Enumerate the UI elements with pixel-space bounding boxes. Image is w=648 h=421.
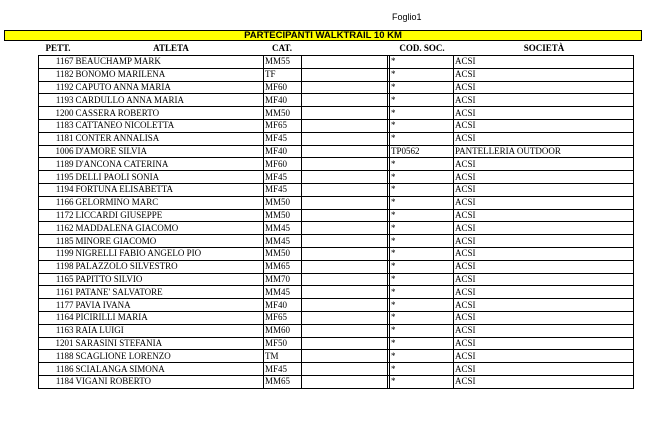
cell-societa: ACSI	[454, 299, 634, 312]
cell-atleta: PAVIA IVANA	[75, 299, 264, 312]
table-row	[39, 247, 634, 260]
cell-blank	[302, 209, 388, 222]
cell-blank	[302, 247, 388, 260]
table-row	[39, 183, 634, 196]
header-cat: CAT.	[272, 43, 292, 53]
cell-cat: TM	[264, 350, 302, 363]
table-row	[39, 196, 634, 209]
cell-cod-soc: *	[390, 107, 454, 120]
cell-cat: MF60	[264, 81, 302, 94]
cell-blank	[302, 337, 388, 350]
cell-cat: MF65	[264, 119, 302, 132]
cell-cat: TF	[264, 68, 302, 81]
table-row	[39, 132, 634, 145]
cell-cat: MF65	[264, 311, 302, 324]
cell-pett: 1195	[39, 171, 75, 184]
cell-societa: ACSI	[454, 183, 634, 196]
header-cod-soc: COD. SOC.	[399, 43, 445, 53]
cell-cat: MM55	[264, 56, 302, 69]
cell-pett: 1200	[39, 107, 75, 120]
cell-blank	[302, 56, 388, 69]
cell-cat: MM50	[264, 196, 302, 209]
cell-societa: ACSI	[454, 350, 634, 363]
table-row	[39, 145, 634, 158]
table-row	[39, 171, 634, 184]
cell-pett: 1162	[39, 222, 75, 235]
cell-cod-soc: *	[390, 222, 454, 235]
cell-societa: ACSI	[454, 375, 634, 388]
cell-pett: 1006	[39, 145, 75, 158]
cell-cod-soc: *	[390, 260, 454, 273]
cell-cat: MM45	[264, 286, 302, 299]
cell-societa: ACSI	[454, 81, 634, 94]
table-row	[39, 107, 634, 120]
cell-atleta: PICIRILLI MARIA	[75, 311, 264, 324]
cell-cod-soc: *	[390, 94, 454, 107]
cell-pett: 1186	[39, 363, 75, 376]
header-atleta: ATLETA	[153, 43, 189, 53]
cell-pett: 1199	[39, 247, 75, 260]
cell-pett: 1167	[39, 56, 75, 69]
cell-pett: 1165	[39, 273, 75, 286]
table-row	[39, 363, 634, 376]
cell-cod-soc: *	[390, 68, 454, 81]
cell-atleta: CAPUTO ANNA MARIA	[75, 81, 264, 94]
cell-cod-soc: *	[390, 299, 454, 312]
header-pett: PETT.	[45, 43, 71, 53]
cell-cat: MF40	[264, 145, 302, 158]
cell-atleta: D'ANCONA CATERINA	[75, 158, 264, 171]
cell-cod-soc: *	[390, 324, 454, 337]
cell-pett: 1184	[39, 375, 75, 388]
cell-blank	[302, 68, 388, 81]
cell-cod-soc: *	[390, 119, 454, 132]
cell-cod-soc: *	[390, 286, 454, 299]
participants-table	[38, 55, 634, 389]
cell-cod-soc: *	[390, 171, 454, 184]
page-title: PARTECIPANTI WALKTRAIL 10 KM	[4, 30, 642, 41]
cell-atleta: RAIA LUIGI	[75, 324, 264, 337]
cell-cod-soc: *	[390, 273, 454, 286]
cell-cat: MF60	[264, 158, 302, 171]
cell-cat: MM50	[264, 247, 302, 260]
cell-atleta: SARASINI STEFANIA	[75, 337, 264, 350]
cell-societa: ACSI	[454, 337, 634, 350]
cell-cod-soc: *	[390, 337, 454, 350]
cell-blank	[302, 260, 388, 273]
table-row	[39, 56, 634, 69]
cell-societa: ACSI	[454, 56, 634, 69]
cell-cod-soc: *	[390, 209, 454, 222]
cell-atleta: LICCARDI GIUSEPPE	[75, 209, 264, 222]
cell-societa: ACSI	[454, 196, 634, 209]
cell-blank	[302, 158, 388, 171]
table-row	[39, 209, 634, 222]
cell-atleta: GELORMINO MARC	[75, 196, 264, 209]
cell-societa: ACSI	[454, 324, 634, 337]
cell-cod-soc: *	[390, 132, 454, 145]
cell-atleta: VIGANI ROBERTO	[75, 375, 264, 388]
cell-blank	[302, 235, 388, 248]
cell-cod-soc: *	[390, 247, 454, 260]
cell-pett: 1198	[39, 260, 75, 273]
cell-cod-soc: TP0562	[390, 145, 454, 158]
cell-atleta: SCAGLIONE LORENZO	[75, 350, 264, 363]
cell-atleta: BONOMO MARILENA	[75, 68, 264, 81]
cell-cat: MM50	[264, 107, 302, 120]
cell-societa: ACSI	[454, 68, 634, 81]
cell-atleta: DELLI PAOLI SONIA	[75, 171, 264, 184]
cell-blank	[302, 286, 388, 299]
cell-cat: MM45	[264, 235, 302, 248]
cell-atleta: CATTANEO NICOLETTA	[75, 119, 264, 132]
cell-societa: ACSI	[454, 235, 634, 248]
cell-societa: ACSI	[454, 171, 634, 184]
cell-societa: PANTELLERIA OUTDOOR	[454, 145, 634, 158]
cell-pett: 1172	[39, 209, 75, 222]
cell-atleta: FORTUNA ELISABETTA	[75, 183, 264, 196]
cell-cat: MF40	[264, 94, 302, 107]
cell-atleta: CARDULLO ANNA MARIA	[75, 94, 264, 107]
cell-blank	[302, 350, 388, 363]
column-headers	[0, 42, 648, 54]
cell-cod-soc: *	[390, 350, 454, 363]
cell-pett: 1182	[39, 68, 75, 81]
cell-pett: 1192	[39, 81, 75, 94]
cell-cat: MM50	[264, 209, 302, 222]
cell-atleta: MINORE GIACOMO	[75, 235, 264, 248]
cell-blank	[302, 145, 388, 158]
cell-blank	[302, 196, 388, 209]
cell-blank	[302, 94, 388, 107]
cell-blank	[302, 311, 388, 324]
cell-atleta: D'AMORE SILVIA	[75, 145, 264, 158]
cell-cat: MM60	[264, 324, 302, 337]
cell-societa: ACSI	[454, 222, 634, 235]
cell-cod-soc: *	[390, 235, 454, 248]
cell-blank	[302, 324, 388, 337]
cell-atleta: SCIALANGA SIMONA	[75, 363, 264, 376]
cell-societa: ACSI	[454, 363, 634, 376]
cell-blank	[302, 222, 388, 235]
cell-cat: MF45	[264, 171, 302, 184]
cell-pett: 1201	[39, 337, 75, 350]
cell-cat: MM65	[264, 375, 302, 388]
cell-cat: MM70	[264, 273, 302, 286]
cell-cat: MF50	[264, 337, 302, 350]
cell-cat: MF40	[264, 299, 302, 312]
cell-atleta: PALAZZOLO SILVESTRO	[75, 260, 264, 273]
cell-societa: ACSI	[454, 260, 634, 273]
cell-blank	[302, 171, 388, 184]
cell-blank	[302, 119, 388, 132]
cell-societa: ACSI	[454, 209, 634, 222]
cell-blank	[302, 81, 388, 94]
cell-blank	[302, 183, 388, 196]
cell-cod-soc: *	[390, 81, 454, 94]
cell-pett: 1188	[39, 350, 75, 363]
cell-atleta: CONTER ANNALISA	[75, 132, 264, 145]
table-row	[39, 375, 634, 388]
table-row	[39, 286, 634, 299]
cell-atleta: PAPITTO SILVIO	[75, 273, 264, 286]
cell-societa: ACSI	[454, 158, 634, 171]
table-row	[39, 273, 634, 286]
cell-societa: ACSI	[454, 273, 634, 286]
cell-cat: MM65	[264, 260, 302, 273]
cell-pett: 1194	[39, 183, 75, 196]
table-row	[39, 311, 634, 324]
cell-blank	[302, 107, 388, 120]
cell-atleta: NIGRELLI FABIO ANGELO PIO	[75, 247, 264, 260]
cell-societa: ACSI	[454, 94, 634, 107]
table-row	[39, 235, 634, 248]
cell-pett: 1181	[39, 132, 75, 145]
cell-societa: ACSI	[454, 286, 634, 299]
table-row	[39, 337, 634, 350]
table-row	[39, 260, 634, 273]
table-row	[39, 81, 634, 94]
cell-atleta: MADDALENA GIACOMO	[75, 222, 264, 235]
cell-societa: ACSI	[454, 132, 634, 145]
cell-societa: ACSI	[454, 311, 634, 324]
cell-pett: 1164	[39, 311, 75, 324]
cell-societa: ACSI	[454, 247, 634, 260]
cell-societa: ACSI	[454, 107, 634, 120]
cell-pett: 1166	[39, 196, 75, 209]
cell-cod-soc: *	[390, 311, 454, 324]
cell-cod-soc: *	[390, 56, 454, 69]
cell-atleta: PATANE' SALVATORE	[75, 286, 264, 299]
cell-cat: MF45	[264, 132, 302, 145]
header-societa: SOCIETÀ	[523, 43, 565, 53]
cell-cat: MF45	[264, 363, 302, 376]
cell-atleta: CASSERA ROBERTO	[75, 107, 264, 120]
cell-pett: 1185	[39, 235, 75, 248]
cell-pett: 1161	[39, 286, 75, 299]
cell-cod-soc: *	[390, 183, 454, 196]
table-row	[39, 222, 634, 235]
cell-cod-soc: *	[390, 158, 454, 171]
cell-cod-soc: *	[390, 196, 454, 209]
cell-blank	[302, 363, 388, 376]
cell-atleta: BEAUCHAMP MARK	[75, 56, 264, 69]
cell-pett: 1189	[39, 158, 75, 171]
cell-cod-soc: *	[390, 363, 454, 376]
cell-cat: MF45	[264, 183, 302, 196]
cell-cod-soc: *	[390, 375, 454, 388]
table-row	[39, 158, 634, 171]
table-row	[39, 299, 634, 312]
cell-pett: 1183	[39, 119, 75, 132]
table-body	[39, 56, 634, 389]
table-row	[39, 68, 634, 81]
cell-societa: ACSI	[454, 119, 634, 132]
cell-blank	[302, 299, 388, 312]
sheet-name: Foglio1	[392, 12, 422, 22]
cell-pett: 1163	[39, 324, 75, 337]
cell-blank	[302, 273, 388, 286]
cell-cat: MM45	[264, 222, 302, 235]
table-row	[39, 324, 634, 337]
cell-blank	[302, 375, 388, 388]
table-row	[39, 119, 634, 132]
table-row	[39, 350, 634, 363]
cell-pett: 1193	[39, 94, 75, 107]
cell-blank	[302, 132, 388, 145]
table-row	[39, 94, 634, 107]
cell-pett: 1177	[39, 299, 75, 312]
